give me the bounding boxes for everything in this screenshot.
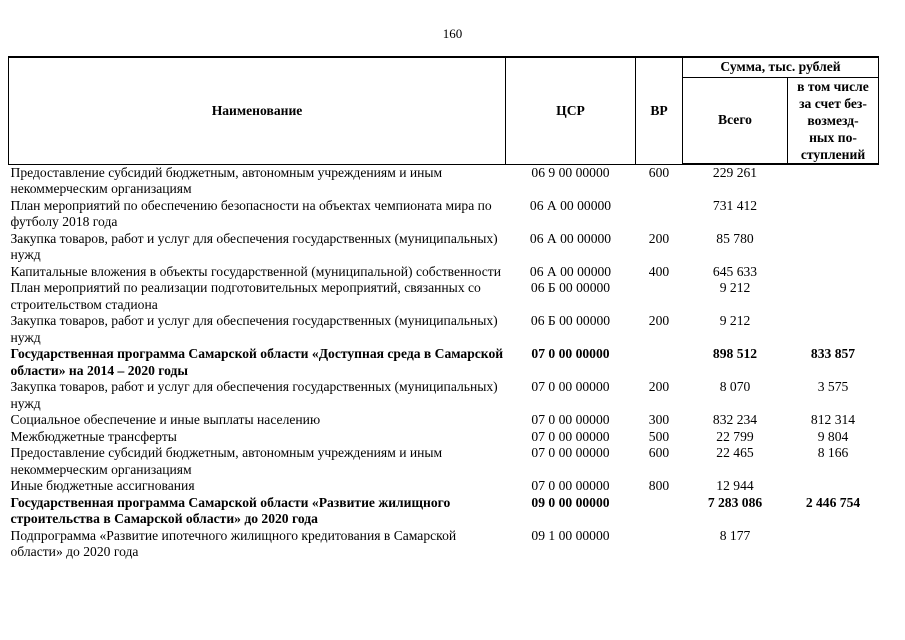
row-name: Закупка товаров, работ и услуг для обеспечения государственных (муниципальных) нужд [10,313,498,345]
row-grants: 833 857 [810,346,856,361]
row-name: Предоставление субсидий бюджетным, автономным учреждениям и иным некоммерческим организациям [10,445,443,477]
row-csr: 07 0 00 00000 [531,428,610,444]
row-vr: 500 [648,428,670,444]
row-total: 898 512 [712,346,758,361]
row-grants [788,264,879,281]
page-number: 160 [442,26,463,41]
table-row [9,280,879,313]
row-total: 832 234 [712,412,758,427]
row-total: 9 212 [719,313,751,328]
row-name: Иные бюджетные ассигнования [10,478,195,493]
row-csr: 09 0 00 00000 [531,494,610,510]
row-vr [636,495,683,528]
table-row [9,429,879,446]
row-vr: 600 [648,164,670,180]
row-grants [788,198,879,231]
row-total: 22 465 [716,445,754,460]
row-vr: 400 [648,263,670,279]
header-vr: ВР [636,57,683,164]
table-row [9,445,879,478]
row-grants [788,313,879,346]
table-row [9,495,879,528]
table-row [9,313,879,346]
table-row [9,346,879,379]
row-vr: 200 [648,379,670,394]
row-grants: 8 166 [817,445,849,460]
row-vr: 600 [648,445,670,460]
row-vr: 200 [648,230,670,246]
table-row [9,231,879,264]
row-name: Социальное обеспечение и иные выплаты населению [10,412,321,427]
row-vr [636,198,683,231]
table-row [9,412,879,429]
row-name: Межбюджетные трансферты [10,428,177,444]
header-csr: ЦСР [506,57,636,164]
table-row [9,198,879,231]
row-csr: 06 Б 00 00000 [530,280,611,295]
row-csr: 07 0 00 00000 [531,379,610,394]
row-total: 12 944 [716,478,754,493]
row-name: Государственная программа Самарской области «Доступная среда в Самарской области» на 2014 – 2020 годы [10,346,504,378]
row-total: 8 070 [719,379,751,394]
row-name: Предоставление субсидий бюджетным, автономным учреждениям и иным некоммерческим организациям [10,164,443,196]
row-csr: 06 А 00 00000 [529,263,612,279]
row-total: 9 212 [719,280,751,295]
row-total: 8 177 [719,527,751,543]
header-total: Всего [683,78,788,165]
row-name: Подпрограмма «Развитие ипотечного жилищного кредитования в Самарской области» до 2020 года [10,527,457,559]
table-row [9,164,879,198]
row-name: Капитальные вложения в объекты государственной (муниципальной) собственности [10,263,501,279]
row-total: 7 283 086 [707,494,763,510]
row-grants: 9 804 [817,428,849,444]
header-grants: в том числе за счет без- возмезд- ных по- ступлений [788,78,879,165]
row-grants: 812 314 [810,412,856,427]
row-vr: 800 [648,478,670,493]
budget-table [8,56,879,561]
table-row [9,264,879,281]
row-total: 731 412 [712,197,758,213]
row-csr: 07 0 00 00000 [531,445,610,460]
row-vr: 200 [648,313,670,328]
row-csr: 07 0 00 00000 [531,478,610,493]
row-grants [788,528,879,561]
row-name: Закупка товаров, работ и услуг для обеспечения государственных (муниципальных) нужд [10,379,498,411]
row-grants: 3 575 [817,379,849,394]
table-row [9,379,879,412]
row-csr: 06 А 00 00000 [529,197,612,213]
row-csr: 07 0 00 00000 [531,346,610,361]
row-total: 229 261 [712,165,758,180]
row-name: Государственная программа Самарской области «Развитие жилищного строительства в Самарской области» до 2020 года [10,494,451,526]
row-csr: 06 Б 00 00000 [530,313,611,328]
row-vr [636,346,683,379]
row-name: Закупка товаров, работ и услуг для обеспечения государственных (муниципальных) нужд [10,230,498,262]
row-grants: 2 446 754 [805,494,861,510]
row-grants [788,231,879,264]
row-total: 85 780 [716,230,754,246]
row-vr [636,280,683,313]
table-row [9,478,879,495]
row-grants [788,478,879,495]
row-csr: 06 А 00 00000 [529,230,612,246]
row-grants [788,164,879,198]
table-row [9,528,879,561]
header-sum: Сумма, тыс. рублей [683,57,879,78]
table-body [9,164,879,561]
row-name: План мероприятий по обеспечению безопасности на объектах чемпионата мира по футболу 2018 года [10,197,492,229]
row-vr: 300 [648,412,670,427]
row-total: 22 799 [716,428,754,444]
row-vr [636,528,683,561]
row-csr: 06 9 00 00000 [531,164,610,180]
row-total: 645 633 [712,263,758,279]
header-name: Наименование [9,57,506,164]
row-csr: 07 0 00 00000 [531,412,610,427]
row-grants [788,280,879,313]
row-name: План мероприятий по реализации подготовительных мероприятий, связанных со строительством стадиона [10,280,481,312]
table-header [9,57,879,164]
row-csr: 09 1 00 00000 [531,527,610,543]
